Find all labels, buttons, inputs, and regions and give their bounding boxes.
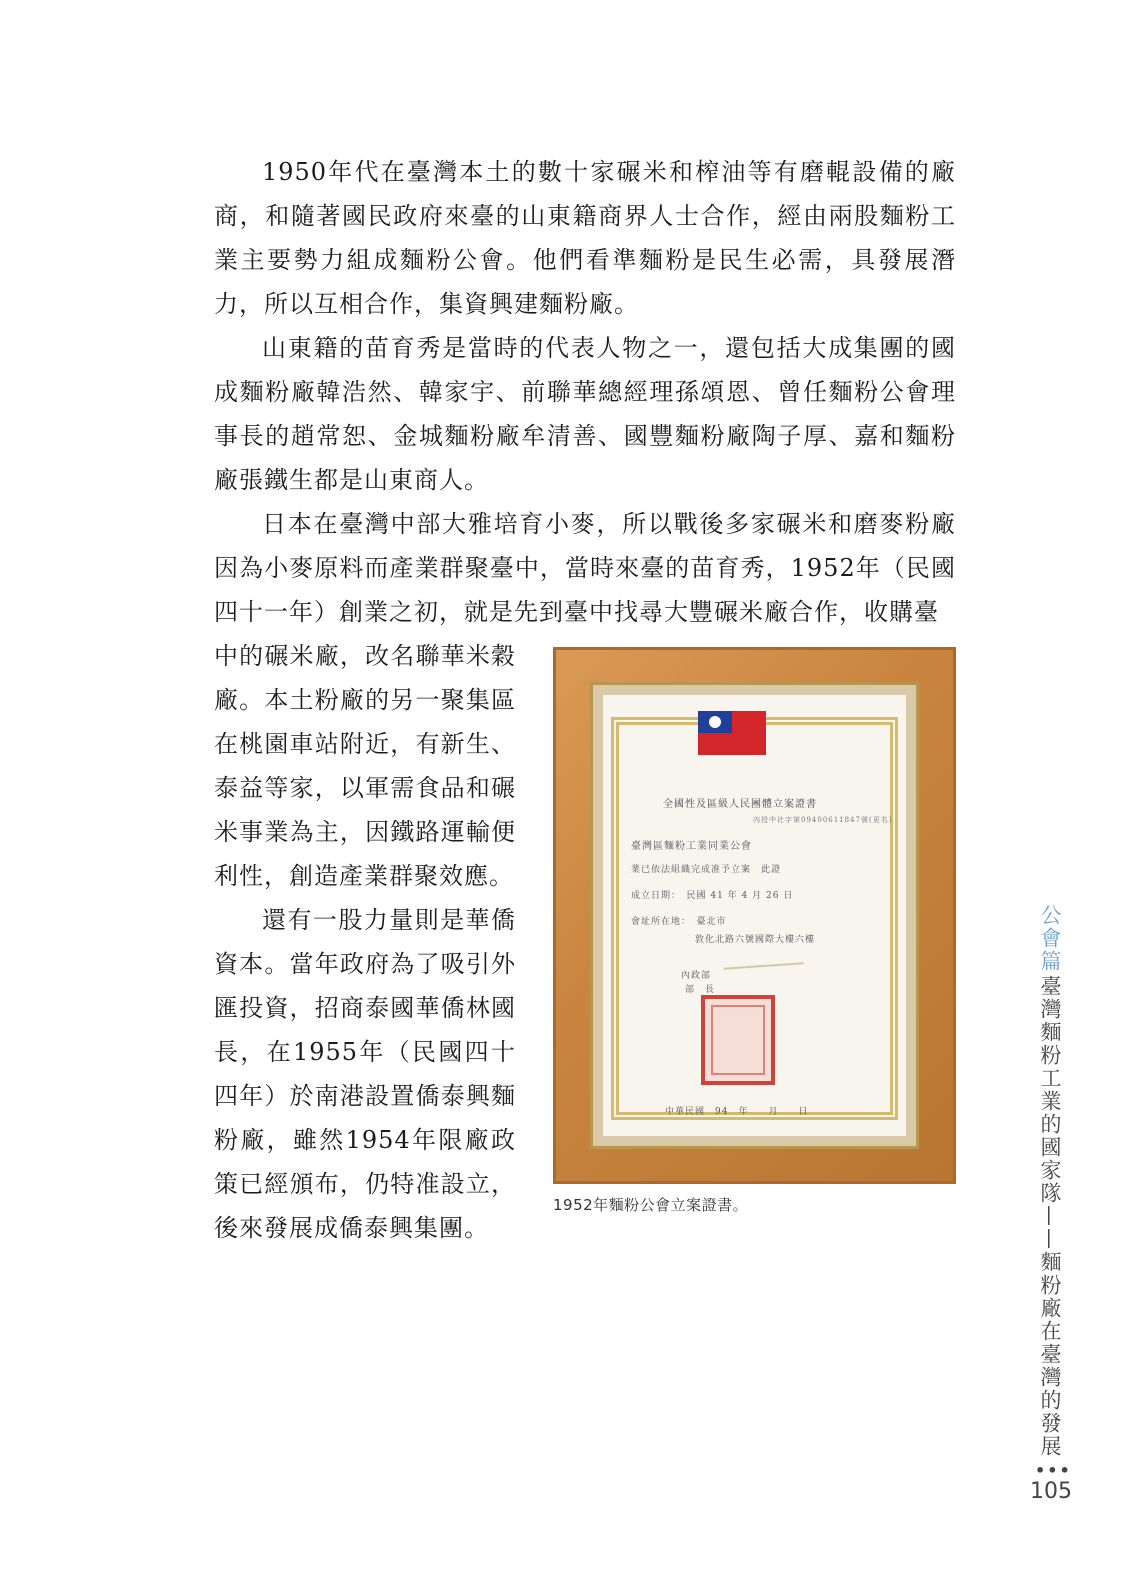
- certificate-issued-date: 中華民國 94 年 月 日: [665, 1107, 809, 1117]
- certificate-org: 臺灣區麵粉工業同業公會: [631, 841, 752, 852]
- flag-sun: [709, 716, 721, 728]
- figure-caption: 1952年麵粉公會立案證書。: [553, 1196, 749, 1214]
- body-paragraph-1: 1950年代在臺灣本土的數十家碾米和榨油等有磨輥設備的廠商，和隨著國民政府來臺的山東籍商界人士合作，經由兩股麵粉工業主要勢力組成麵粉公會。他們看準麵粉是民生必需，具發展潛力，所以互相合作，集資興建麵粉廠。: [214, 158, 956, 318]
- flag-icon: [698, 711, 766, 755]
- body-paragraph-2: 山東籍的苗育秀是當時的代表人物之一，還包括大成集團的國成麵粉廠韓浩然、韓家宇、前聯華總經理孫頌恩、曾任麵粉公會理事長的趙常恕、金城麵粉廠牟清善、國豐麵粉廠陶子厚、嘉和麵粉廠張鐵生都是山東商人。: [214, 334, 956, 494]
- page-dots-ornament: •••: [1035, 1461, 1072, 1480]
- certificate-heading: 全國性及區級人民團體立案證書: [663, 799, 817, 810]
- body-paragraph-3: 日本在臺灣中部大雅培育小麥，所以戰後多家碾米和磨麥粉廠因為小麥原料而產業群聚臺中，當時來臺的苗育秀，1952年（民國四十一年）創業之初，就是先到臺中找尋大豐碾米廠合作，收購臺: [214, 510, 956, 626]
- certificate-ministry: 內政部: [681, 971, 712, 981]
- page-number: 105: [1030, 1479, 1072, 1504]
- certificate-date: 成立日期： 民國 41 年 4 月 26 日: [631, 891, 794, 901]
- certificate-address-label: 會址所在地： 臺北市: [631, 917, 727, 927]
- certificate-approval: 業已依法組織完成准予立案 此證: [631, 865, 782, 875]
- frame-mat: [590, 682, 919, 1149]
- certificate-photo: [553, 647, 956, 1184]
- official-seal: [701, 995, 775, 1085]
- certificate-ref: 內授中社字第09400611847號(更名): [753, 816, 893, 824]
- certificate-address: 敦化北路六號國際大樓六樓: [695, 935, 816, 945]
- certificate-document: [603, 695, 906, 1136]
- certificate-minister: 部 長: [685, 985, 716, 995]
- running-section-label: 公會篇: [1038, 904, 1062, 973]
- body-paragraph-3-continued: 中的碾米廠，改名聯華米穀廠。本土粉廠的另一聚集區在桃園車站附近，有新生、泰益等家，以軍需食品和碾米事業為主，因鐵路運輸便利性，創造產業群聚效應。: [214, 642, 516, 890]
- body-paragraph-4: 還有一股力量則是華僑資本。當年政府為了吸引外匯投資，招商泰國華僑林國長，在1955年（民國四十四年）於南港設置僑泰興麵粉廠，雖然1954年限廠政策已經頒布，仍特准設立，後來發展成僑泰興集團。: [214, 906, 516, 1242]
- running-chapter-title: 臺灣麵粉工業的國家隊——麵粉廠在臺灣的發展: [1038, 975, 1062, 1458]
